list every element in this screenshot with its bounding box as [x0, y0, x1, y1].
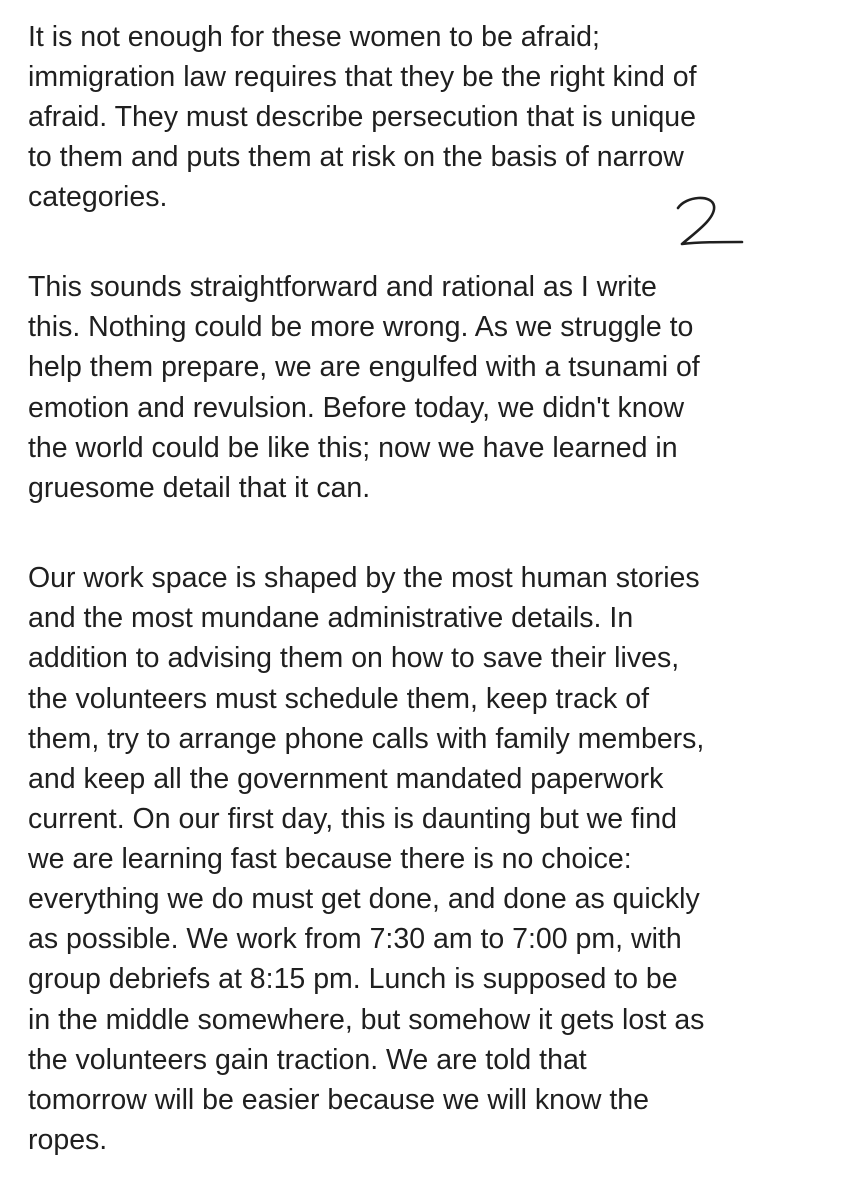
paragraph-2-line-2: this. Nothing could be more wrong. As we struggle to: [28, 311, 694, 343]
paragraph-3-line-11: group debriefs at 8:15 pm. Lunch is supposed to be: [28, 963, 678, 995]
paragraph-1-line-2: immigration law requires that they be the right kind of: [28, 61, 697, 93]
paragraph-2-line-1: This sounds straightforward and rational as I write: [28, 271, 657, 303]
paragraph-3-line-1: Our work space is shaped by the most human stories: [28, 562, 700, 594]
paragraph-1-line-5: categories.: [28, 181, 168, 213]
handwritten-page-number: [668, 192, 748, 252]
paragraph-3-line-9: everything we do must get done, and done as quickly: [28, 883, 700, 915]
paragraph-3-line-6: and keep all the government mandated paperwork: [28, 763, 664, 795]
paragraph-3-line-2: and the most mundane administrative details. In: [28, 602, 634, 634]
paragraph-3-line-13: the volunteers gain traction. We are told that: [28, 1044, 587, 1076]
paragraph-3-line-3: addition to advising them on how to save their lives,: [28, 642, 680, 674]
paragraph-3-line-5: them, try to arrange phone calls with family members,: [28, 723, 705, 755]
paragraph-1-line-1: It is not enough for these women to be afraid;: [28, 21, 600, 53]
paragraph-2-line-3: help them prepare, we are engulfed with a tsunami of: [28, 351, 700, 383]
paragraph-3-line-7: current. On our first day, this is daunting but we find: [28, 803, 677, 835]
paragraph-3-line-8: we are learning fast because there is no choice:: [28, 843, 632, 875]
paragraph-1-line-3: afraid. They must describe persecution that is unique: [28, 101, 697, 133]
paragraph-1-line-4: to them and puts them at risk on the basis of narrow: [28, 141, 684, 173]
paragraph-3-line-15: ropes.: [28, 1124, 108, 1156]
paragraph-2-line-5: the world could be like this; now we have learned in: [28, 432, 678, 464]
paragraph-3-line-4: the volunteers must schedule them, keep track of: [28, 683, 649, 715]
paragraph-2-line-6: gruesome detail that it can.: [28, 472, 371, 504]
paragraph-3-line-12: in the middle somewhere, but somehow it gets lost as: [28, 1004, 705, 1036]
paragraph-3-line-14: tomorrow will be easier because we will know the: [28, 1084, 649, 1116]
paragraph-2-line-4: emotion and revulsion. Before today, we didn't know: [28, 392, 685, 424]
paragraph-3-line-10: as possible. We work from 7:30 am to 7:00 pm, with: [28, 923, 682, 955]
